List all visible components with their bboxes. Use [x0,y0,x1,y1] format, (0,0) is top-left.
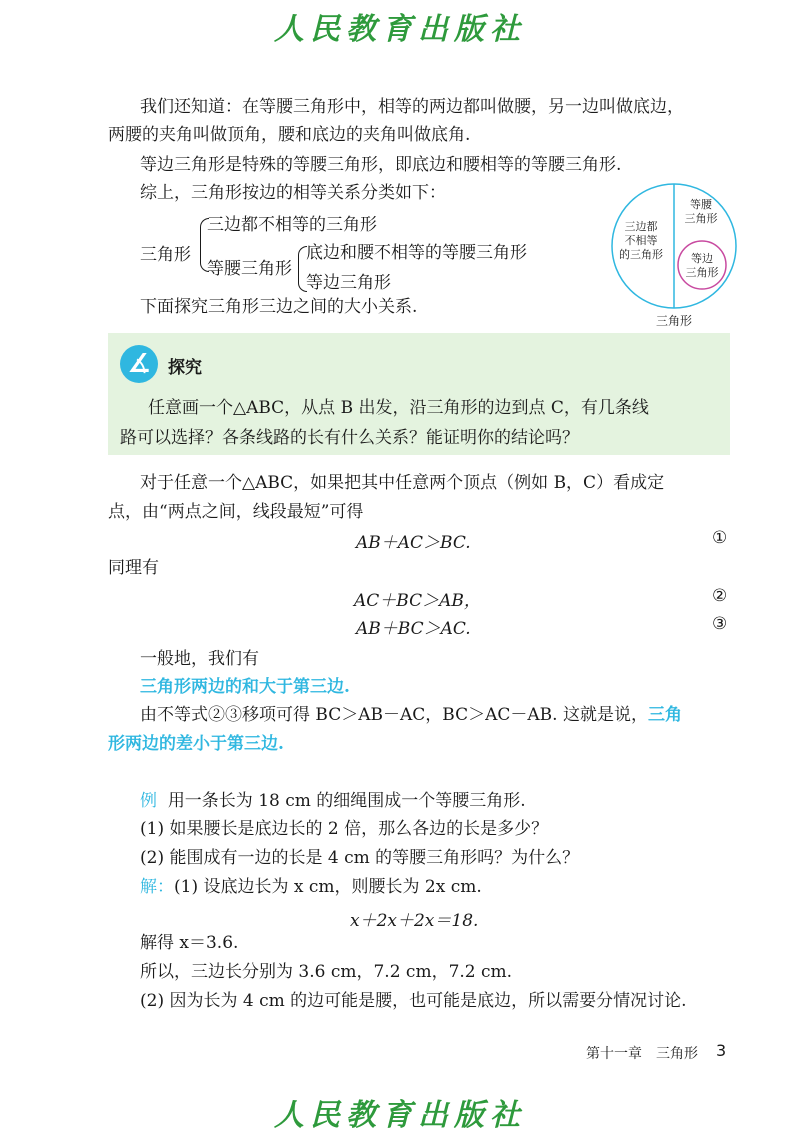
publisher-logo-bottom: 人民教育出版社 [274,1098,526,1133]
right-label-1: 等腰 [690,198,712,211]
inner-label-1: 等边 [691,252,713,265]
class-isosceles: 等腰三角形 [207,259,292,279]
paragraph-line: 等边三角形是特殊的等腰三角形，即底边和腰相等的等腰三角形. [140,155,622,175]
left-label-3: 的三角形 [619,248,663,261]
inner-label-2: 三角形 [685,266,719,279]
chapter-footer: 第十一章 三角形 [586,1046,698,1062]
paragraph-line: 我们还知道：在等腰三角形中，相等的两边都叫做腰，另一边叫做底边， [140,97,684,117]
equation-number-1: ① [712,528,728,548]
inequality-2: AC＋BC＞AB， [354,591,481,611]
solution-text: (1) 设底边长为 x cm，则腰长为 2x cm. [174,877,482,897]
example-question-1: (1) 如果腰长是底边长的 2 倍，那么各边的长是多少？ [140,819,549,839]
theorem-diff-part2: 形两边的差小于第三边. [108,734,284,754]
triangle-classification-diagram [606,178,746,328]
example-label: 例 [140,791,157,811]
solution-equation: x＋2x＋2x＝18. [350,911,479,931]
solution-line [140,872,482,902]
explore-line: 任意画一个△ABC，从点 B 出发，沿三角形的边到点 C，有几条线 [148,398,649,418]
paragraph-line: 点，由“两点之间，线段最短”可得 [108,502,364,522]
example-question-2: (2) 能围成有一边的长是 4 cm 的等腰三角形吗？为什么？ [140,848,580,868]
paragraph-text: 由不等式②③移项可得 BC＞AB－AC，BC＞AC－AB. 这就是说， [140,705,648,725]
publisher-logo-top: 人民教育出版社 [274,12,526,47]
right-label-2: 三角形 [684,212,718,225]
paragraph-line: 一般地，我们有 [140,649,259,669]
paragraph-line: 下面探究三角形三边之间的大小关系. [140,297,418,317]
left-label-2: 不相等 [624,234,658,247]
class-equilateral: 等边三角形 [306,273,391,293]
left-label-1: 三边都 [624,220,658,233]
theorem-diff-part1: 三角 [647,705,682,725]
page-number: 3 [716,1041,727,1060]
class-isosceles-non-equilateral: 底边和腰不相等的等腰三角形 [306,243,527,263]
equation-number-3: ③ [712,614,728,634]
paragraph-line: 两腰的夹角叫做顶角，腰和底边的夹角叫做底角. [108,125,471,145]
class-root: 三角形 [140,245,191,265]
paragraph-line: 综上，三角形按边的相等关系分类如下： [140,183,446,203]
explore-icon: ∡ [120,345,158,383]
theorem-sum: 三角形两边的和大于第三边. [140,677,350,697]
solution-label: 解： [140,877,174,897]
paragraph-line [140,700,682,730]
solution-line: (2) 因为长为 4 cm 的边可能是腰，也可能是底边，所以需要分情况讨论. [140,991,687,1011]
solution-line: 解得 x＝3.6. [140,933,239,953]
explore-line: 路可以选择？各条线路的长有什么关系？能证明你的结论吗？ [120,428,579,448]
example-line [140,786,526,816]
equation-number-2: ② [712,586,728,606]
inner-circle [678,241,726,289]
explore-box [108,333,730,455]
explore-title: 探究 [168,358,202,378]
paragraph-line: 对于任意一个△ABC，如果把其中任意两个顶点（例如 B，C）看成定 [140,473,665,493]
inequality-3: AB＋BC＞AC. [356,619,471,639]
class-scalene: 三边都不相等的三角形 [207,215,377,235]
example-text: 用一条长为 18 cm 的细绳围成一个等腰三角形. [167,791,526,811]
paragraph-line: 同理有 [108,558,159,578]
inequality-1: AB＋AC＞BC. [356,533,471,553]
diagram-caption: 三角形 [656,314,693,328]
solution-line: 所以，三边长分别为 3.6 cm，7.2 cm，7.2 cm. [140,962,513,982]
